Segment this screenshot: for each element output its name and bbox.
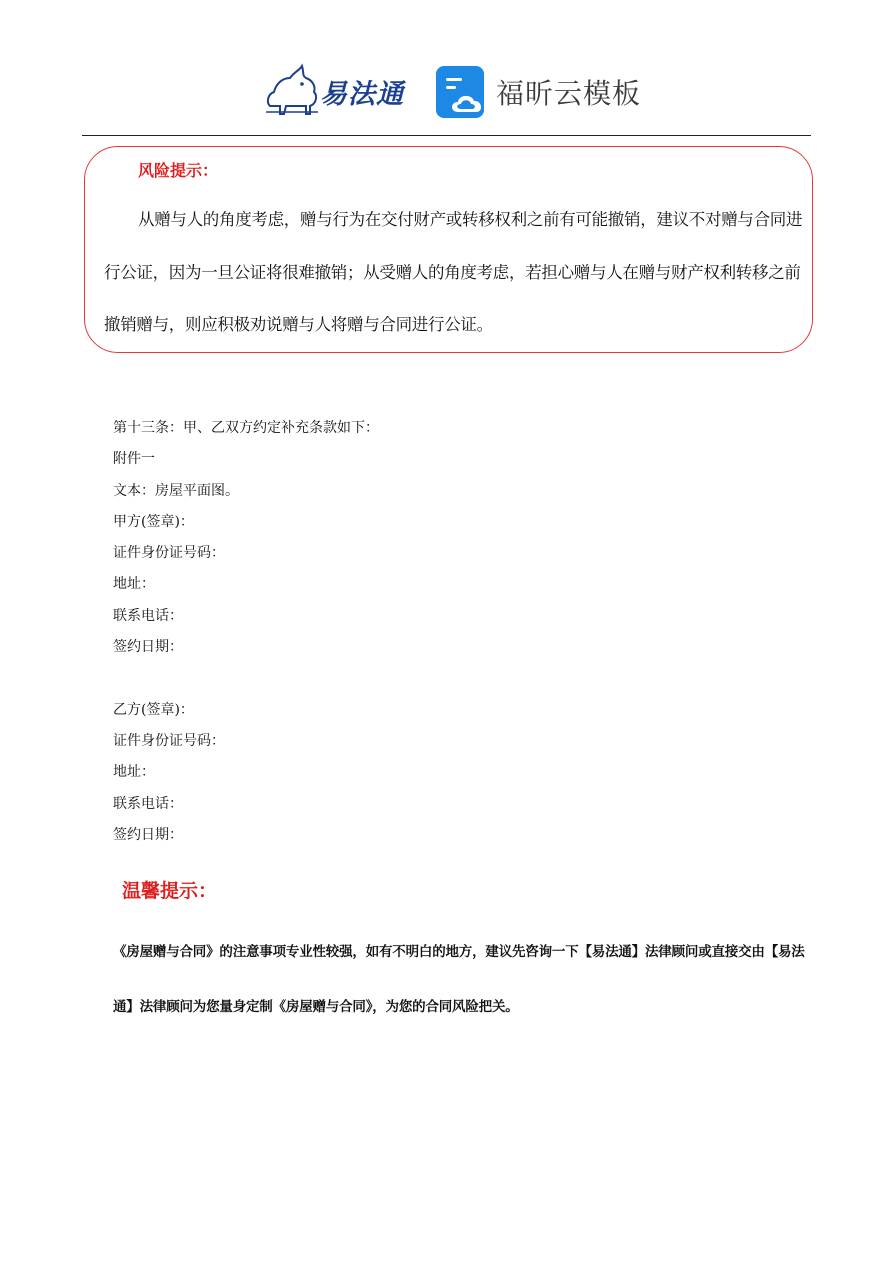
party-b-address: 地址： <box>113 764 155 781</box>
party-b-date: 签约日期： <box>113 826 183 843</box>
spacer <box>113 666 379 697</box>
warm-tip-title: 温馨提示： <box>122 880 218 902</box>
fuxin-logo-text: 福昕云模板 <box>496 77 642 110</box>
fuxin-cloud-icon <box>436 66 488 118</box>
risk-notice-body: 从赠与人的角度考虑，赠与行为在交付财产或转移权利之前有可能撤销，建议不对赠与合同进行公证，因为一旦公证将很难撤销；从受赠人的角度考虑，若担心赠与人在赠与财产权利转移之前撤销赠与，则应积极劝说赠与人将赠与合同进行公证。 <box>104 210 803 334</box>
party-b-id: 证件身份证号码： <box>113 732 225 749</box>
party-b-sign: 乙方(签章)： <box>113 701 194 718</box>
article-13: 第十三条：甲、乙双方约定补充条款如下： <box>113 420 379 436</box>
risk-notice-title: 风险提示： <box>138 161 219 180</box>
party-a-address: 地址： <box>113 576 155 593</box>
attachment-label: 附件一 <box>113 451 155 468</box>
party-a-date: 签约日期： <box>113 639 183 656</box>
header-divider <box>82 135 811 136</box>
party-a-phone: 联系电话： <box>113 607 183 624</box>
party-a-id: 证件身份证号码： <box>113 545 225 562</box>
warm-tip-body: 《房屋赠与合同》的注意事项专业性较强，如有不明白的地方，建议先咨询一下【易法通】法律顾问或直接交由【易法通】法律顾问为您量身定制《房屋赠与合同》，为您的合同风险把关。 <box>113 944 805 1015</box>
party-a-sign: 甲方(签章)： <box>113 513 194 530</box>
yifatong-logo-text: 易法通 <box>320 79 404 110</box>
attachment-text: 文本：房屋平面图。 <box>113 482 239 499</box>
party-b-phone: 联系电话： <box>113 795 183 812</box>
contract-clauses <box>113 416 379 854</box>
page-header <box>0 0 893 136</box>
